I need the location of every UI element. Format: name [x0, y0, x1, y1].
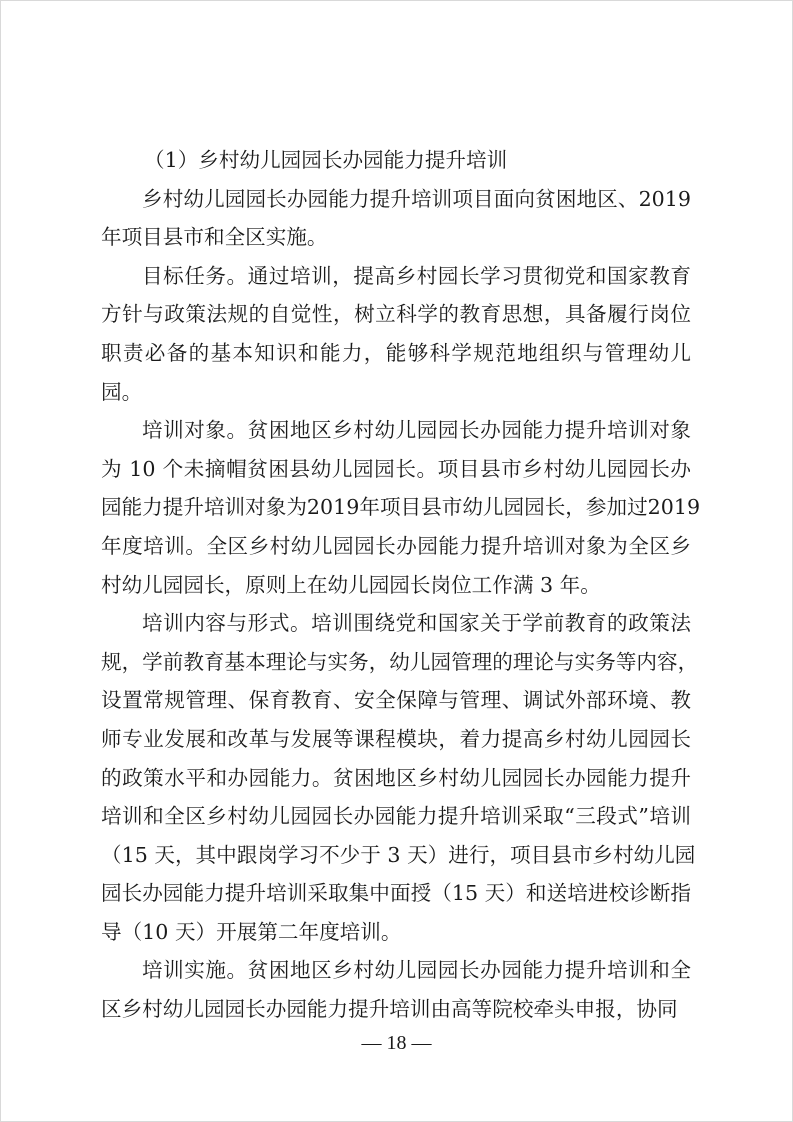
section-heading: （1）乡村幼儿园园长办园能力提升培训: [144, 148, 508, 172]
paragraph-line: 乡村幼儿园园长办园能力提升培训项目面向贫困地区、2019: [142, 186, 691, 211]
paragraph-line: 园。: [101, 379, 143, 404]
paragraph-line: 方针与政策法规的自觉性，树立科学的教育思想，具备履行岗位: [101, 302, 691, 327]
body-text: [101, 144, 701, 1032]
paragraph-line: 目标任务。通过培训，提高乡村园长学习贯彻党和国家教育: [142, 263, 691, 288]
paragraph-line: 园能力提升培训对象为2019年项目县市幼儿园园长，参加过2019: [101, 495, 701, 520]
paragraph-line: 年项目县市和全区实施。: [101, 225, 328, 250]
paragraph-line: 导（10 天）开展第二年度培训。: [101, 919, 402, 944]
paragraph-line: 为 10 个未摘帽贫困县幼儿园园长。项目县市乡村幼儿园园长办: [101, 456, 691, 481]
paragraph-line: 师专业发展和改革与发展等课程模块，着力提高乡村幼儿园园长: [101, 726, 691, 751]
paragraph-line: 园长办园能力提升培训采取集中面授（15 天）和送培进校诊断指: [101, 881, 691, 906]
paragraph-line: 区乡村幼儿园园长办园能力提升培训由高等院校牵头申报，协同: [101, 997, 678, 1022]
paragraph-line: 培训实施。贫困地区乡村幼儿园园长办园能力提升培训和全: [142, 958, 691, 983]
paragraph-line: 培训内容与形式。培训围绕党和国家关于学前教育的政策法: [142, 611, 691, 636]
paragraph-line: 培训和全区乡村幼儿园园长办园能力提升培训采取“三段式”培训: [101, 804, 691, 829]
page-number: — 18 —: [361, 1032, 432, 1054]
paragraph-line: 规，学前教育基本理论与实务，幼儿园管理的理论与实务等内容，: [101, 649, 699, 674]
paragraph-line: 设置常规管理、保育教育、安全保障与管理、调试外部环境、教: [101, 688, 691, 713]
paragraph-line: 村幼儿园园长，原则上在幼儿园园长岗位工作满 3 年。: [101, 572, 601, 597]
heading-row-spacer: [101, 144, 691, 176]
paragraph-line: 的政策水平和办园能力。贫困地区乡村幼儿园园长办园能力提升: [101, 765, 691, 790]
paragraph-line: 年度培训。全区乡村幼儿园园长办园能力提升培训对象为全区乡: [101, 533, 691, 558]
paragraph-line: （15 天，其中跟岗学习不少于 3 天）进行，项目县市乡村幼儿园: [101, 842, 696, 867]
paragraph-line: 培训对象。贫困地区乡村幼儿园园长办园能力提升培训对象: [142, 418, 691, 443]
paragraph-line: 职责必备的基本知识和能力，能够科学规范地组织与管理幼儿: [101, 340, 691, 365]
